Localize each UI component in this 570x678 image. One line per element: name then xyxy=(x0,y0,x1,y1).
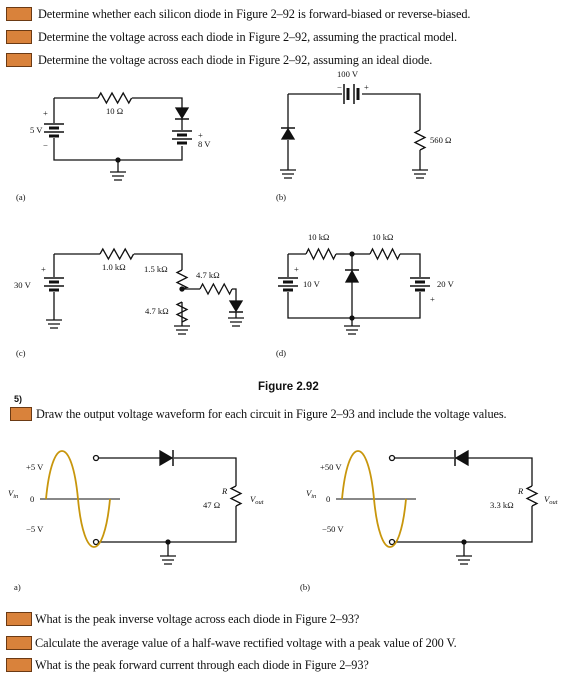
resistor xyxy=(415,130,425,150)
half-wave-circuit-b xyxy=(300,450,558,592)
resistor-label: 4.7 kΩ xyxy=(145,306,169,316)
source-label: 20 V xyxy=(437,279,454,289)
diode xyxy=(175,108,189,119)
circuit-c xyxy=(14,249,244,358)
source-label: 8 V xyxy=(198,139,211,149)
resistor xyxy=(100,249,134,259)
circuit-d xyxy=(276,232,455,358)
figure-tag: (b) xyxy=(276,192,287,202)
battery xyxy=(44,278,64,290)
peak-positive: +5 V xyxy=(26,462,44,472)
figure-tag: (b) xyxy=(300,582,311,592)
question-text: Determine the voltage across each diode in Figure 2–92, assuming an ideal diode. xyxy=(38,52,433,67)
resistor xyxy=(306,249,336,259)
figure-caption: Figure 2.92 xyxy=(258,381,319,393)
source-label: 5 V xyxy=(30,125,43,135)
ground xyxy=(160,556,176,564)
ground xyxy=(412,170,428,178)
figure-tag: a) xyxy=(14,582,21,592)
question-text: Draw the output voltage waveform for each circuit in Figure 2–93 and include the voltage values. xyxy=(36,406,507,421)
figure-tag: (d) xyxy=(276,348,287,358)
peak-negative: −5 V xyxy=(26,524,44,534)
plus-sign: + xyxy=(430,294,435,304)
circuit-b xyxy=(276,69,451,202)
question-text: What is the peak forward current through each diode in Figure 2–93? xyxy=(35,657,369,672)
plus-sign: + xyxy=(43,108,48,118)
diode xyxy=(229,301,243,312)
question-text: Determine the voltage across each diode in Figure 2–92, assuming the practical model. xyxy=(38,29,458,44)
source-label: 100 V xyxy=(337,69,359,79)
resistor-label: 1.5 kΩ xyxy=(144,264,168,274)
resistor-label: 47 Ω xyxy=(203,500,221,510)
ground xyxy=(174,326,190,334)
question-text: What is the peak inverse voltage across each diode in Figure 2–93? xyxy=(35,611,360,626)
resistor xyxy=(231,486,241,506)
minus-sign: − xyxy=(337,82,342,92)
peak-negative: −50 V xyxy=(322,524,344,534)
plus-sign: + xyxy=(198,130,203,140)
ground xyxy=(110,158,126,180)
output-label: $V_{out}$ xyxy=(250,494,264,506)
input-label: $V_{in}$ xyxy=(306,488,317,500)
peak-positive: +50 V xyxy=(320,462,342,472)
question-text: Calculate the average value of a half-wave rectified voltage with a peak value of 200 V. xyxy=(35,635,457,650)
input-label: $V_{in}$ xyxy=(8,488,19,500)
source-label: 10 V xyxy=(303,279,320,289)
ground xyxy=(344,326,360,334)
resistor xyxy=(527,486,537,506)
source-label: 30 V xyxy=(14,280,31,290)
circuit-a xyxy=(16,93,211,202)
diode xyxy=(455,450,468,466)
question-number: 5) xyxy=(14,394,23,404)
plus-sign: + xyxy=(41,264,46,274)
question-text: Determine whether each silicon diode in Figure 2–92 is forward-biased or reverse-biased. xyxy=(38,6,471,21)
resistor xyxy=(200,284,232,294)
figure-tag: (c) xyxy=(16,348,26,358)
diode xyxy=(345,270,359,282)
battery xyxy=(172,131,192,143)
battery xyxy=(410,278,430,290)
resistor-label: 3.3 kΩ xyxy=(490,500,514,510)
resistor-label: 10 kΩ xyxy=(308,232,330,242)
resistor-label: 560 Ω xyxy=(430,135,452,145)
figure-tag: (a) xyxy=(16,192,26,202)
battery xyxy=(44,124,64,136)
diode xyxy=(160,450,173,466)
resistor-label: 4.7 kΩ xyxy=(196,270,220,280)
resistor-symbol: R xyxy=(222,486,228,496)
zero-level: 0 xyxy=(326,494,331,504)
resistor xyxy=(177,270,187,289)
diode xyxy=(281,128,295,139)
half-wave-circuit-a xyxy=(8,450,264,592)
resistor-label: 10 kΩ xyxy=(372,232,394,242)
battery xyxy=(344,84,358,104)
zero-level: 0 xyxy=(30,494,35,504)
minus-sign: − xyxy=(43,140,48,150)
output-label: $V_{out}$ xyxy=(544,494,558,506)
resistor-label: 10 Ω xyxy=(106,106,124,116)
resistor xyxy=(370,249,400,259)
ground xyxy=(456,556,472,564)
ground xyxy=(280,170,296,178)
resistor-symbol: R xyxy=(518,486,524,496)
ground xyxy=(46,320,62,328)
ground xyxy=(228,318,244,326)
plus-sign: + xyxy=(294,264,299,274)
battery xyxy=(278,278,298,290)
resistor xyxy=(98,93,132,103)
plus-sign: + xyxy=(364,82,369,92)
resistor-label: 1.0 kΩ xyxy=(102,262,126,272)
